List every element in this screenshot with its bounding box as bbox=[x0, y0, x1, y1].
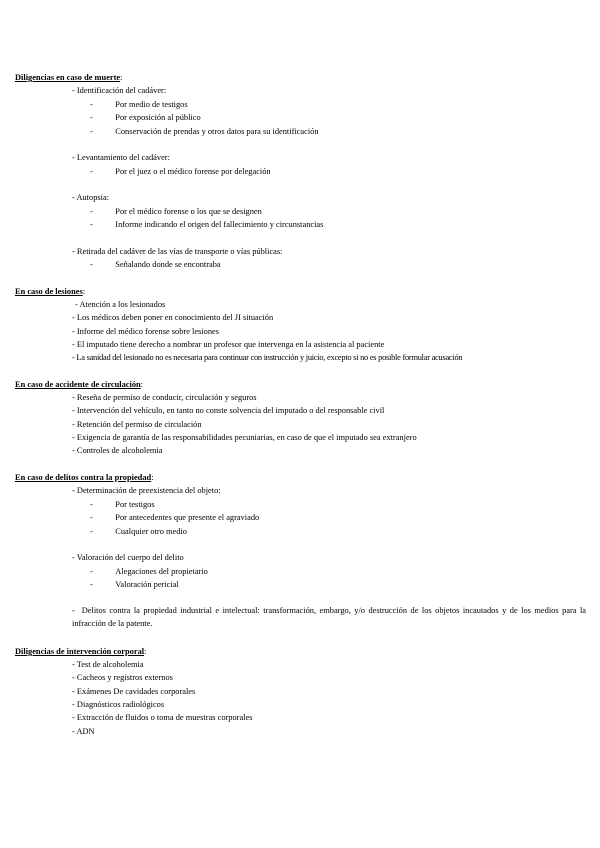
list-item: - Alegaciones del propietario bbox=[90, 567, 208, 576]
item-determinacion: - Determinación de preexistencia del objeto: bbox=[72, 486, 221, 495]
list-item: - Por el juez o el médico forense por delegación bbox=[90, 167, 271, 176]
list-item: - Cualquier otro medio bbox=[90, 527, 187, 536]
list-item: - Exámenes De cavidades corporales bbox=[72, 687, 196, 696]
item-valoracion: - Valoración del cuerpo del delito bbox=[72, 553, 184, 562]
list-item: - Informe indicando el origen del fallecimiento y circunstancias bbox=[90, 220, 324, 229]
heading-muerte: Diligencias en caso de muerte: bbox=[15, 73, 123, 82]
list-item: - Los médicos deben poner en conocimiento del JI situación bbox=[72, 313, 274, 322]
heading-circulacion: En caso de accidente de circulación: bbox=[15, 380, 144, 389]
list-item: - Por medio de testigos bbox=[90, 100, 188, 109]
list-item: - Retención del permiso de circulación bbox=[72, 420, 202, 429]
list-item: - Reseña de permiso de conducir, circulación y seguros bbox=[72, 393, 257, 402]
list-item: - Por antecedentes que presente el agraviado bbox=[90, 513, 260, 522]
item-retirada: - Retirada del cadáver de las vías de transporte o vías públicas: bbox=[72, 247, 283, 256]
paragraph-propiedad-industrial: - Delitos contra la propiedad industrial e intelectual: transformación, embargo, y/o destrucción de los objetos incautados y de los medios para la infracción de la patente. bbox=[72, 606, 586, 629]
list-item: - ADN bbox=[72, 727, 95, 736]
list-item: - El imputado tiene derecho a nombrar un profesor que intervenga en la asistencia al paciente bbox=[72, 340, 385, 349]
list-item: - La sanidad del lesionado no es necesaria para continuar con instrucción y juicio, excepto si no es posible formular acusación bbox=[72, 353, 463, 362]
list-item: - Extracción de fluidos o toma de muestras corporales bbox=[72, 713, 253, 722]
list-item: - Valoración pericial bbox=[90, 580, 179, 589]
list-item: - Diagnósticos radiológicos bbox=[72, 700, 165, 709]
list-item: - Conservación de prendas y otros datos para su identificación bbox=[90, 127, 319, 136]
list-item: - Test de alcoholemia bbox=[72, 660, 144, 669]
heading-propiedad: En caso de delitos contra la propiedad: bbox=[15, 473, 154, 482]
list-item: - Señalando donde se encontraba bbox=[90, 260, 221, 269]
list-item: - Informe del médico forense sobre lesiones bbox=[72, 327, 219, 336]
heading-lesiones: En caso de lesiones: bbox=[15, 287, 86, 296]
item-identificacion: - Identificación del cadáver: bbox=[72, 86, 167, 95]
list-item: - Controles de alcoholemia bbox=[72, 446, 163, 455]
list-item: - Por testigos bbox=[90, 500, 155, 509]
list-item: - Por exposición al público bbox=[90, 113, 201, 122]
list-item: - Por el médico forense o los que se designen bbox=[90, 207, 262, 216]
list-item: - Atención a los lesionados bbox=[75, 300, 166, 309]
heading-corporal: Diligencias de intervención corporal: bbox=[15, 647, 147, 656]
item-autopsia: - Autopsia: bbox=[72, 193, 110, 202]
list-item: - Cacheos y registros externos bbox=[72, 673, 173, 682]
list-item: - Intervención del vehículo, en tanto no conste solvencia del imputado o del responsable civil bbox=[72, 406, 385, 415]
list-item: - Exigencia de garantía de las responsabilidades pecuniarias, en caso de que el imputado sea extranjero bbox=[72, 433, 417, 442]
item-levantamiento: - Levantamiento del cadáver: bbox=[72, 153, 170, 162]
